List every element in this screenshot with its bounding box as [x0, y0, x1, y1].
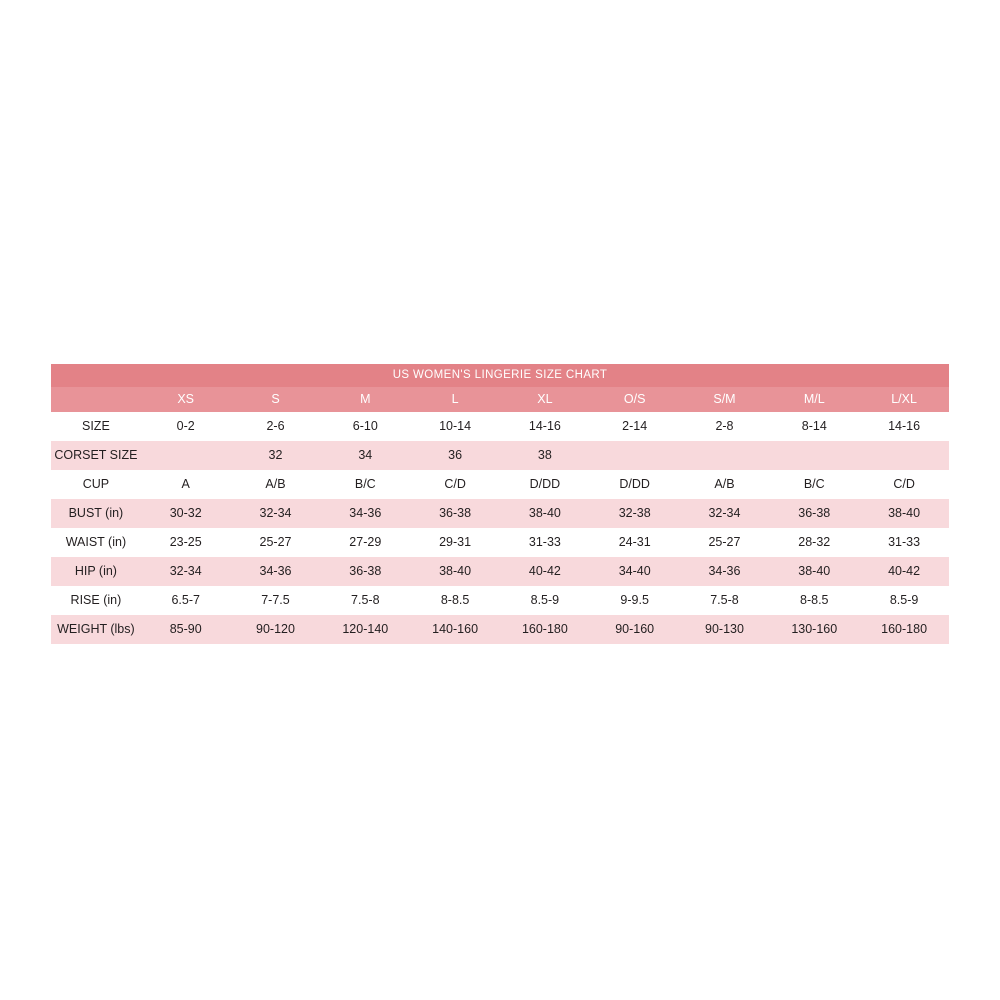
table-row [51, 441, 949, 470]
row-label-hip: HIP (in) [51, 557, 141, 586]
header-cell-s: S [231, 387, 321, 412]
cell-cup-lxl: C/D [859, 470, 949, 499]
row-label-weight: WEIGHT (lbs) [51, 615, 141, 644]
header-cell-xl: XL [500, 387, 590, 412]
row-label-bust: BUST (in) [51, 499, 141, 528]
cell-bust-os: 32-38 [590, 499, 680, 528]
column-header-row [51, 387, 949, 412]
cell-weight-sm: 90-130 [680, 615, 770, 644]
header-cell-l: L [410, 387, 500, 412]
cell-rise-m: 7.5-8 [320, 586, 410, 615]
cell-size-os: 2-14 [590, 412, 680, 441]
header-cell-xs: XS [141, 387, 231, 412]
chart-title: US WOMEN'S LINGERIE SIZE CHART [51, 364, 949, 387]
table-row [51, 412, 949, 441]
header-cell-m: M [320, 387, 410, 412]
cell-bust-s: 32-34 [231, 499, 321, 528]
cell-waist-s: 25-27 [231, 528, 321, 557]
cell-waist-lxl: 31-33 [859, 528, 949, 557]
cell-cup-sm: A/B [680, 470, 770, 499]
size-chart-table [51, 364, 949, 644]
cell-bust-ml: 36-38 [769, 499, 859, 528]
cell-hip-os: 34-40 [590, 557, 680, 586]
cell-weight-lxl: 160-180 [859, 615, 949, 644]
cell-waist-sm: 25-27 [680, 528, 770, 557]
cell-waist-xs: 23-25 [141, 528, 231, 557]
cell-rise-ml: 8-8.5 [769, 586, 859, 615]
cell-size-xs: 0-2 [141, 412, 231, 441]
cell-bust-m: 34-36 [320, 499, 410, 528]
cell-rise-xl: 8.5-9 [500, 586, 590, 615]
cell-corset-l: 36 [410, 441, 500, 470]
cell-bust-l: 36-38 [410, 499, 500, 528]
cell-weight-os: 90-160 [590, 615, 680, 644]
cell-cup-xs: A [141, 470, 231, 499]
cell-hip-lxl: 40-42 [859, 557, 949, 586]
cell-weight-l: 140-160 [410, 615, 500, 644]
table-row [51, 528, 949, 557]
cell-hip-ml: 38-40 [769, 557, 859, 586]
cell-hip-xs: 32-34 [141, 557, 231, 586]
cell-rise-l: 8-8.5 [410, 586, 500, 615]
cell-hip-sm: 34-36 [680, 557, 770, 586]
cell-size-ml: 8-14 [769, 412, 859, 441]
header-cell-sm: S/M [680, 387, 770, 412]
cell-rise-lxl: 8.5-9 [859, 586, 949, 615]
row-label-corset-size: CORSET SIZE [51, 441, 141, 470]
cell-corset-lxl [859, 441, 949, 470]
cell-corset-sm [680, 441, 770, 470]
cell-weight-m: 120-140 [320, 615, 410, 644]
cell-size-m: 6-10 [320, 412, 410, 441]
cell-hip-m: 36-38 [320, 557, 410, 586]
cell-hip-l: 38-40 [410, 557, 500, 586]
cell-rise-os: 9-9.5 [590, 586, 680, 615]
row-label-waist: WAIST (in) [51, 528, 141, 557]
cell-waist-ml: 28-32 [769, 528, 859, 557]
cell-hip-xl: 40-42 [500, 557, 590, 586]
cell-weight-s: 90-120 [231, 615, 321, 644]
cell-cup-ml: B/C [769, 470, 859, 499]
cell-hip-s: 34-36 [231, 557, 321, 586]
cell-bust-xl: 38-40 [500, 499, 590, 528]
table-row [51, 557, 949, 586]
cell-cup-m: B/C [320, 470, 410, 499]
table-row [51, 615, 949, 644]
cell-cup-os: D/DD [590, 470, 680, 499]
row-label-rise: RISE (in) [51, 586, 141, 615]
cell-size-s: 2-6 [231, 412, 321, 441]
cell-rise-xs: 6.5-7 [141, 586, 231, 615]
cell-size-sm: 2-8 [680, 412, 770, 441]
table-row [51, 499, 949, 528]
cell-weight-xs: 85-90 [141, 615, 231, 644]
cell-waist-os: 24-31 [590, 528, 680, 557]
cell-size-xl: 14-16 [500, 412, 590, 441]
table-row [51, 586, 949, 615]
cell-corset-m: 34 [320, 441, 410, 470]
cell-rise-sm: 7.5-8 [680, 586, 770, 615]
cell-rise-s: 7-7.5 [231, 586, 321, 615]
cell-waist-m: 27-29 [320, 528, 410, 557]
header-cell-ml: M/L [769, 387, 859, 412]
cell-bust-xs: 30-32 [141, 499, 231, 528]
table-row [51, 470, 949, 499]
cell-bust-lxl: 38-40 [859, 499, 949, 528]
cell-corset-s: 32 [231, 441, 321, 470]
header-cell-blank [51, 387, 141, 412]
cell-size-l: 10-14 [410, 412, 500, 441]
cell-waist-l: 29-31 [410, 528, 500, 557]
header-cell-lxl: L/XL [859, 387, 949, 412]
cell-cup-s: A/B [231, 470, 321, 499]
cell-cup-xl: D/DD [500, 470, 590, 499]
cell-corset-ml [769, 441, 859, 470]
cell-corset-xl: 38 [500, 441, 590, 470]
header-cell-os: O/S [590, 387, 680, 412]
cell-waist-xl: 31-33 [500, 528, 590, 557]
cell-corset-xs [141, 441, 231, 470]
cell-size-lxl: 14-16 [859, 412, 949, 441]
row-label-cup: CUP [51, 470, 141, 499]
cell-corset-os [590, 441, 680, 470]
cell-weight-ml: 130-160 [769, 615, 859, 644]
row-label-size: SIZE [51, 412, 141, 441]
cell-bust-sm: 32-34 [680, 499, 770, 528]
cell-cup-l: C/D [410, 470, 500, 499]
cell-weight-xl: 160-180 [500, 615, 590, 644]
size-chart-container [51, 364, 949, 644]
chart-title-row [51, 364, 949, 387]
